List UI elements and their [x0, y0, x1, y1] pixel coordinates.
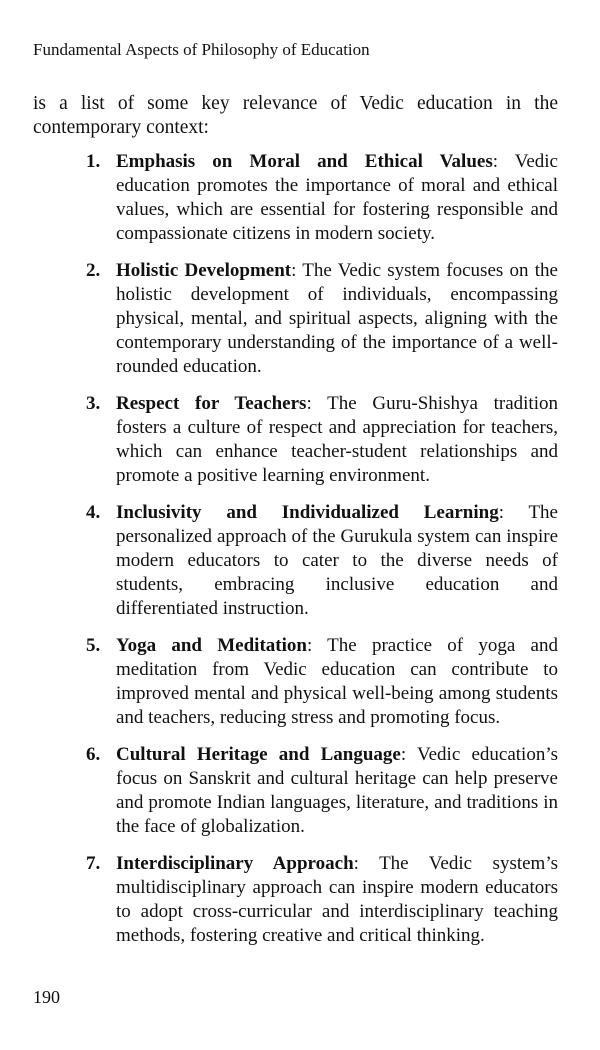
item-body: : Vedic education’s focus on Sanskrit and cultural heritage can help preserve and promote Indian languages, literature, and traditions in the face of globalization. [116, 744, 558, 837]
item-title: Holistic Development [116, 260, 292, 281]
item-title: Interdisciplinary Approach [116, 853, 354, 874]
item-title: Emphasis on Moral and Ethical Values [116, 151, 493, 172]
item-title: Inclusivity and Individualized Learning [116, 502, 499, 523]
item-body: : Vedic education promotes the importance of moral and ethical values, which are essential for fostering responsible and compassionate citizens in modern society. [116, 151, 558, 244]
list-item [86, 150, 558, 246]
list-item [86, 852, 558, 948]
page-number: 190 [33, 987, 60, 1007]
list-item [86, 259, 558, 379]
item-title: Cultural Heritage and Language [116, 744, 401, 765]
list-item [86, 501, 558, 621]
item-number: 2. [86, 260, 101, 281]
item-title: Respect for Teachers [116, 393, 307, 414]
item-body: : The Vedic system’s multidisciplinary approach can inspire modern educators to adopt cross-curricular and interdisciplinary teaching methods, fostering creative and critical thinking. [116, 853, 558, 946]
item-number: 4. [86, 502, 101, 523]
item-number: 1. [86, 151, 101, 172]
item-body: : The Guru-Shishya tradition fosters a culture of respect and appreciation for teachers, which can enhance teacher-student relationships and promote a positive learning environment. [116, 393, 558, 486]
item-number: 3. [86, 393, 101, 414]
running-head: Fundamental Aspects of Philosophy of Education [33, 40, 370, 59]
item-number: 7. [86, 853, 101, 874]
item-body: : The Vedic system focuses on the holistic development of individuals, encompassing physical, mental, and spiritual aspects, aligning with the contemporary understanding of the importance of a well-rounded education. [116, 260, 558, 377]
item-title: Yoga and Meditation [116, 635, 307, 656]
item-body: : The practice of yoga and meditation from Vedic education can contribute to improved mental and physical well-being among students and teachers, reducing stress and promoting focus. [116, 635, 558, 728]
list-item [86, 392, 558, 488]
relevance-list [86, 150, 558, 961]
list-item [86, 743, 558, 839]
item-number: 5. [86, 635, 101, 656]
list-item [86, 634, 558, 730]
item-body: : The personalized approach of the Gurukula system can inspire modern educators to cater to the diverse needs of students, embracing inclusive education and differentiated instruction. [116, 502, 558, 619]
intro-paragraph: is a list of some key relevance of Vedic education in the contemporary context: [33, 93, 558, 138]
item-number: 6. [86, 744, 101, 765]
